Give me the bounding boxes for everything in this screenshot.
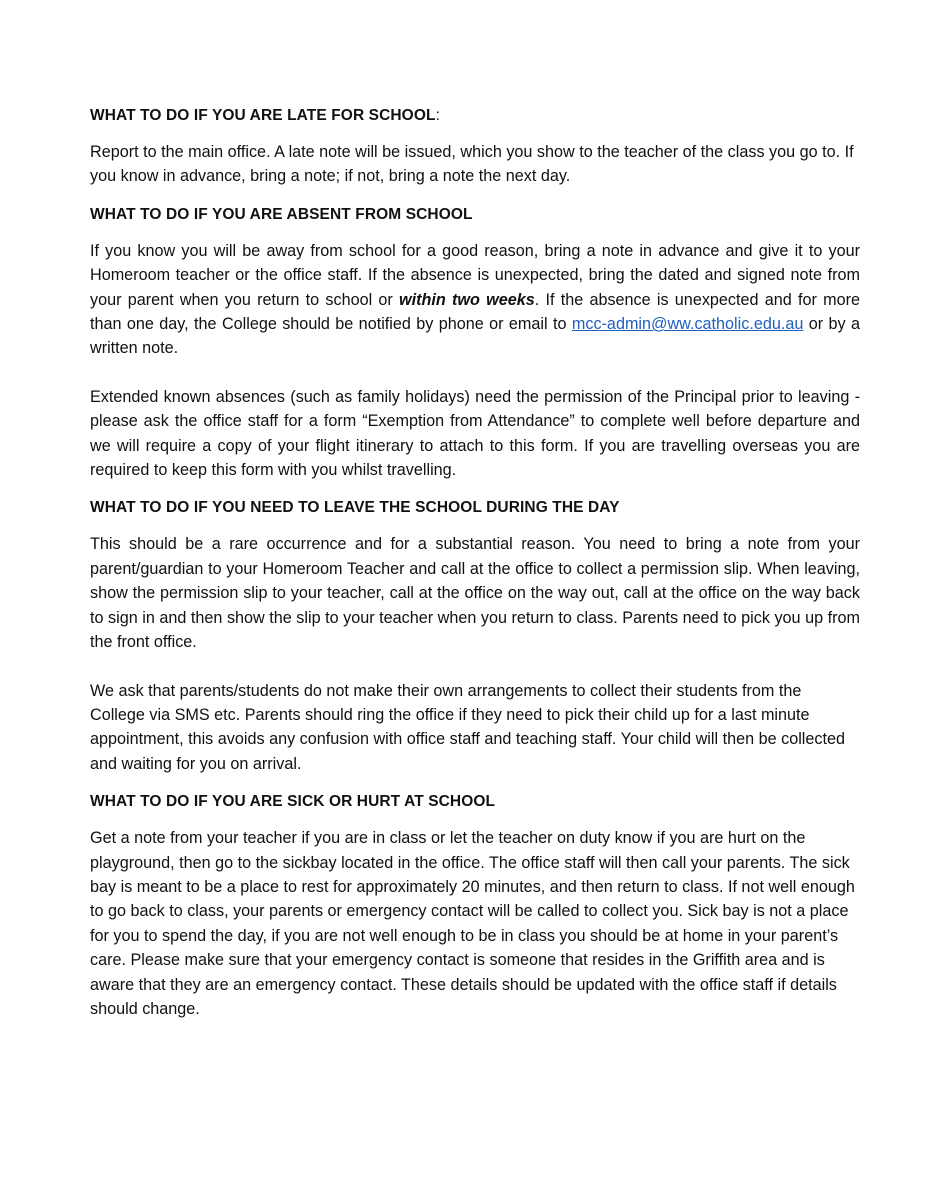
document-page — [90, 104, 860, 1021]
heading-late-text: WHAT TO DO IF YOU ARE LATE FOR SCHOOL — [90, 107, 436, 124]
heading-sick-or-hurt: WHAT TO DO IF YOU ARE SICK OR HURT AT SCHOOL — [90, 793, 496, 811]
heading-late-colon: : — [435, 107, 440, 124]
absent-text-part1: If you know you will be away from school for a good reason, bring a note in advance and give it to your Homeroom teacher or the office staff. If the absence is unexpected, bring the dated and signed note from your parent when you return to school or — [90, 241, 860, 309]
paragraph-late: Report to the main office. A late note will be issued, which you show to the teacher of the class you go to. If you know in advance, bring a note; if not, bring a note the next day. — [90, 143, 854, 186]
heading-late-for-school — [90, 104, 860, 128]
absent-text-part2: . If the absence is unexpected and for more than one day, the College should be notified by phone or email to — [90, 290, 860, 334]
paragraph-extended-absences: Extended known absences (such as family holidays) need the permission of the Principal prior to leaving - please ask the office staff for a form “Exemption from Attendance” to complete well before departure and we will require a copy of your flight itinerary to attach to this form. If you are travelling overseas you are required to keep this form with you whilst travelling. — [90, 387, 860, 480]
heading-absent-from-school: WHAT TO DO IF YOU ARE ABSENT FROM SCHOOL — [90, 205, 473, 223]
paragraph-sick-procedure: Get a note from your teacher if you are in class or let the teacher on duty know if you are hurt on the playground, then go to the sickbay located in the office. The office staff will then call your parents. The sick bay is meant to be a place to rest for approximately 20 minutes, and then return to class. If not well enough to go back to class, your parents or emergency contact will be called to collect you. Sick bay is not a place for you to spend the day, if you are not well enough to be in class you should be at home in your parent’s care. Please make sure that your emergency contact is someone that resides in the Griffith area and is aware that they are an emergency contact. These details should be updated with the office staff if details should change. — [90, 829, 855, 1018]
paragraph-leave-arrangements: We ask that parents/students do not make their own arrangements to collect their students from the College via SMS etc. Parents should ring the office if they need to pick their child up for a last minute appointment, this avoids any confusion with office staff and teaching staff. Your child will then be collected and waiting for you on arrival. — [90, 681, 845, 773]
paragraph-leave-procedure: This should be a rare occurrence and for a substantial reason. You need to bring a note from your parent/guardian to your Homeroom Teacher and call at the office to collect a permission slip. When leaving, show the permission slip to your teacher, call at the office on the way out, call at the office on the way back to sign in and then show the slip to your teacher when you return to class. Parents need to pick you up from the front office. — [90, 535, 860, 652]
email-link[interactable]: mcc-admin@ww.catholic.edu.au — [571, 315, 804, 334]
absent-text-part3: or by a written note. — [90, 315, 860, 358]
heading-leave-during-day: WHAT TO DO IF YOU NEED TO LEAVE THE SCHOOL DURING THE DAY — [90, 499, 620, 517]
paragraph-absent-notice — [90, 239, 860, 361]
absent-emphasis: within two weeks — [399, 290, 535, 309]
